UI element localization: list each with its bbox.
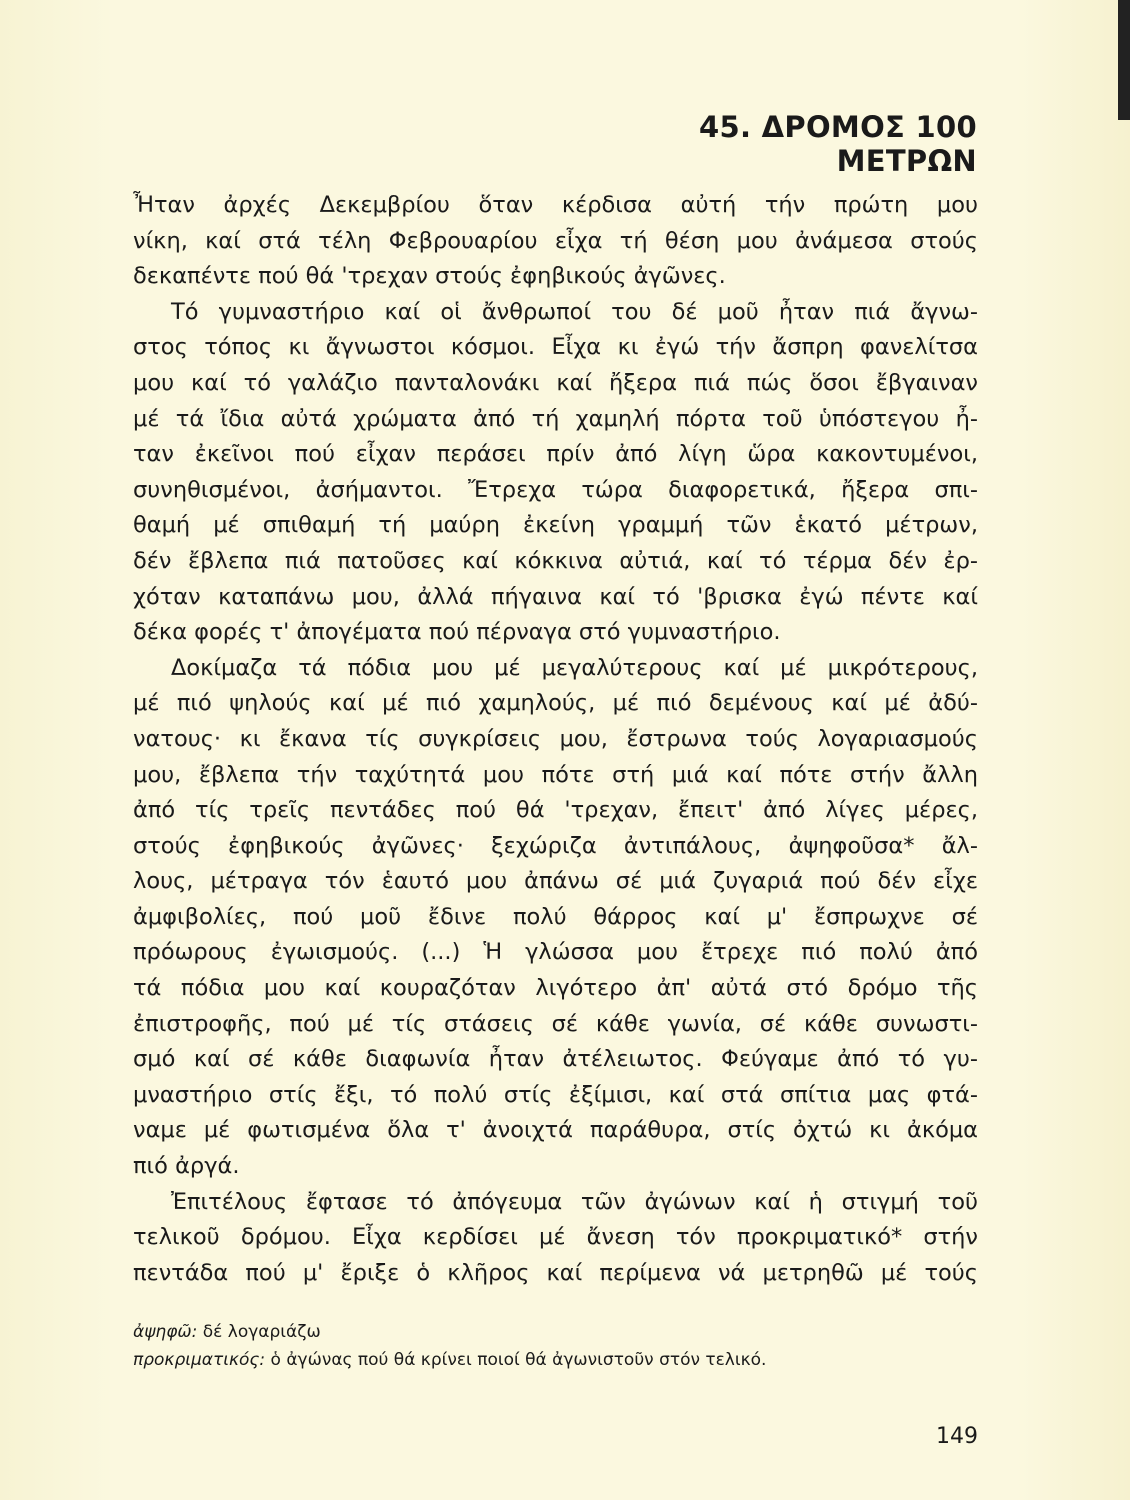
text-line: στούς ἐφηβικούς ἀγῶνες· ξεχώριζα ἀντιπάλους, ἀψηφοῦσα* ἄλ- [133, 832, 978, 859]
text-line: ἀπό τίς τρεῖς πεντάδες πού θά 'τρεχαν, ἔπειτ' ἀπό λίγες μέρες, [133, 797, 978, 824]
footnotes [133, 1318, 978, 1374]
text-line: τελικοῦ δρόμου. Εἶχα κερδίσει μέ ἄνεση τόν προκριματικό* στήν [133, 1224, 978, 1251]
footnote-term: προκριματικός: [133, 1350, 266, 1370]
footnote-term: ἀψηφῶ: [133, 1322, 198, 1342]
text-line: μου, ἔβλεπα τήν ταχύτητά μου πότε στή μιά καί πότε στήν ἄλλη [133, 761, 978, 788]
text-line: δεκαπέντε πού θά 'τρεχαν στούς ἐφηβικούς ἀγῶνες. [133, 263, 726, 290]
text-line: μέ πιό ψηλούς καί μέ πιό χαμηλούς, μέ πιό δεμένους καί μέ ἀδύ- [133, 690, 978, 717]
text-line: νατους· κι ἔκανα τίς συγκρίσεις μου, ἔστρωνα τούς λογαριασμούς [133, 725, 978, 752]
text-line: δέκα φορές τ' ἀπογέματα πού πέρναγα στό γυμναστήριο. [133, 619, 781, 646]
text-line: ναμε μέ φωτισμένα ὅλα τ' ἀνοιχτά παράθυρα, στίς ὀχτώ κι ἀκόμα [133, 1117, 978, 1144]
scan-edge [1118, 0, 1130, 120]
footnote-definition: ὁ ἀγώνας πού θά κρίνει ποιοί θά ἀγωνιστοῦν στόν τελικό. [270, 1350, 767, 1370]
text-line: χόταν καταπάνω μου, ἀλλά πήγαινα καί τό 'βρισκα ἐγώ πέντε καί [133, 583, 978, 610]
footnote [133, 1318, 978, 1346]
text-line: πρόωρους ἐγωισμούς. (...) Ἡ γλώσσα μου ἔτρεχε πιό πολύ ἀπό [133, 939, 978, 966]
chapter-title: 45. ΔΡΟΜΟΣ 100 ΜΕΤΡΩΝ [699, 110, 977, 178]
text-line: Ἦταν ἀρχές Δεκεμβρίου ὅταν κέρδισα αὐτή τήν πρώτη μου [133, 192, 978, 218]
text-line: θαμή μέ σπιθαμή τή μαύρη ἐκείνη γραμμή τῶν ἑκατό μέτρων, [133, 512, 978, 539]
text-line: στος τόπος κι ἄγνωστοι κόσμοι. Εἶχα κι ἐγώ τήν ἄσπρη φανελίτσα [133, 334, 978, 361]
text-line: συνηθισμένοι, ἀσήμαντοι. Ἔτρεχα τώρα διαφορετικά, ἤξερα σπι- [133, 476, 978, 503]
text-line: μου καί τό γαλάζιο πανταλονάκι καί ἤξερα πιά πώς ὅσοι ἔβγαιναν [133, 369, 978, 396]
text-line: σμό καί σέ κάθε διαφωνία ἦταν ἀτέλειωτος. Φεύγαμε ἀπό τό γυ- [133, 1046, 978, 1073]
text-line: ἐπιστροφῆς, πού μέ τίς στάσεις σέ κάθε γωνία, σέ κάθε συνωστι- [133, 1010, 978, 1037]
text-line: δέν ἔβλεπα πιά πατοῦσες καί κόκκινα αὐτιά, καί τό τέρμα δέν ἐρ- [133, 547, 978, 574]
footnote-definition: δέ λογαριάζω [202, 1322, 321, 1342]
text-line: μέ τά ἴδια αὐτά χρώματα ἀπό τή χαμηλή πόρτα τοῦ ὑπόστεγου ἦ- [133, 405, 978, 432]
text-line: ἀμφιβολίες, πού μοῦ ἔδινε πολύ θάρρος καί μ' ἔσπρωχνε σέ [133, 903, 978, 930]
text-line: Τό γυμναστήριο καί οἱ ἄνθρωποί του δέ μοῦ ἦταν πιά ἄγνω- [171, 298, 978, 325]
text-line: μναστήριο στίς ἔξι, τό πολύ στίς ἐξίμισι, καί στά σπίτια μας φτά- [133, 1081, 978, 1108]
text-line: λους, μέτραγα τόν ἑαυτό μου ἀπάνω σέ μιά ζυγαριά πού δέν εἶχε [133, 868, 978, 895]
page-number: 149 [936, 1424, 978, 1449]
text-line: Δοκίμαζα τά πόδια μου μέ μεγαλύτερους καί μέ μικρότερους, [171, 654, 978, 681]
body-text [133, 188, 978, 1291]
text-line: πεντάδα πού μ' ἔριξε ὁ κλῆρος καί περίμενα νά μετρηθῶ μέ τούς [133, 1259, 978, 1286]
text-line: πιό ἀργά. [133, 1153, 240, 1180]
text-line: νίκη, καί στά τέλη Φεβρουαρίου εἶχα τή θέση μου ἀνάμεσα στούς [133, 227, 978, 254]
footnote [133, 1346, 978, 1374]
text-line: ταν ἐκεῖνοι πού εἶχαν περάσει πρίν ἀπό λίγη ὥρα κακοντυμένοι, [133, 441, 978, 468]
text-line: τά πόδια μου καί κουραζόταν λιγότερο ἀπ' αὐτά στό δρόμο τῆς [133, 975, 978, 1002]
text-line: Ἐπιτέλους ἔφτασε τό ἀπόγευμα τῶν ἀγώνων καί ἡ στιγμή τοῦ [171, 1188, 978, 1215]
